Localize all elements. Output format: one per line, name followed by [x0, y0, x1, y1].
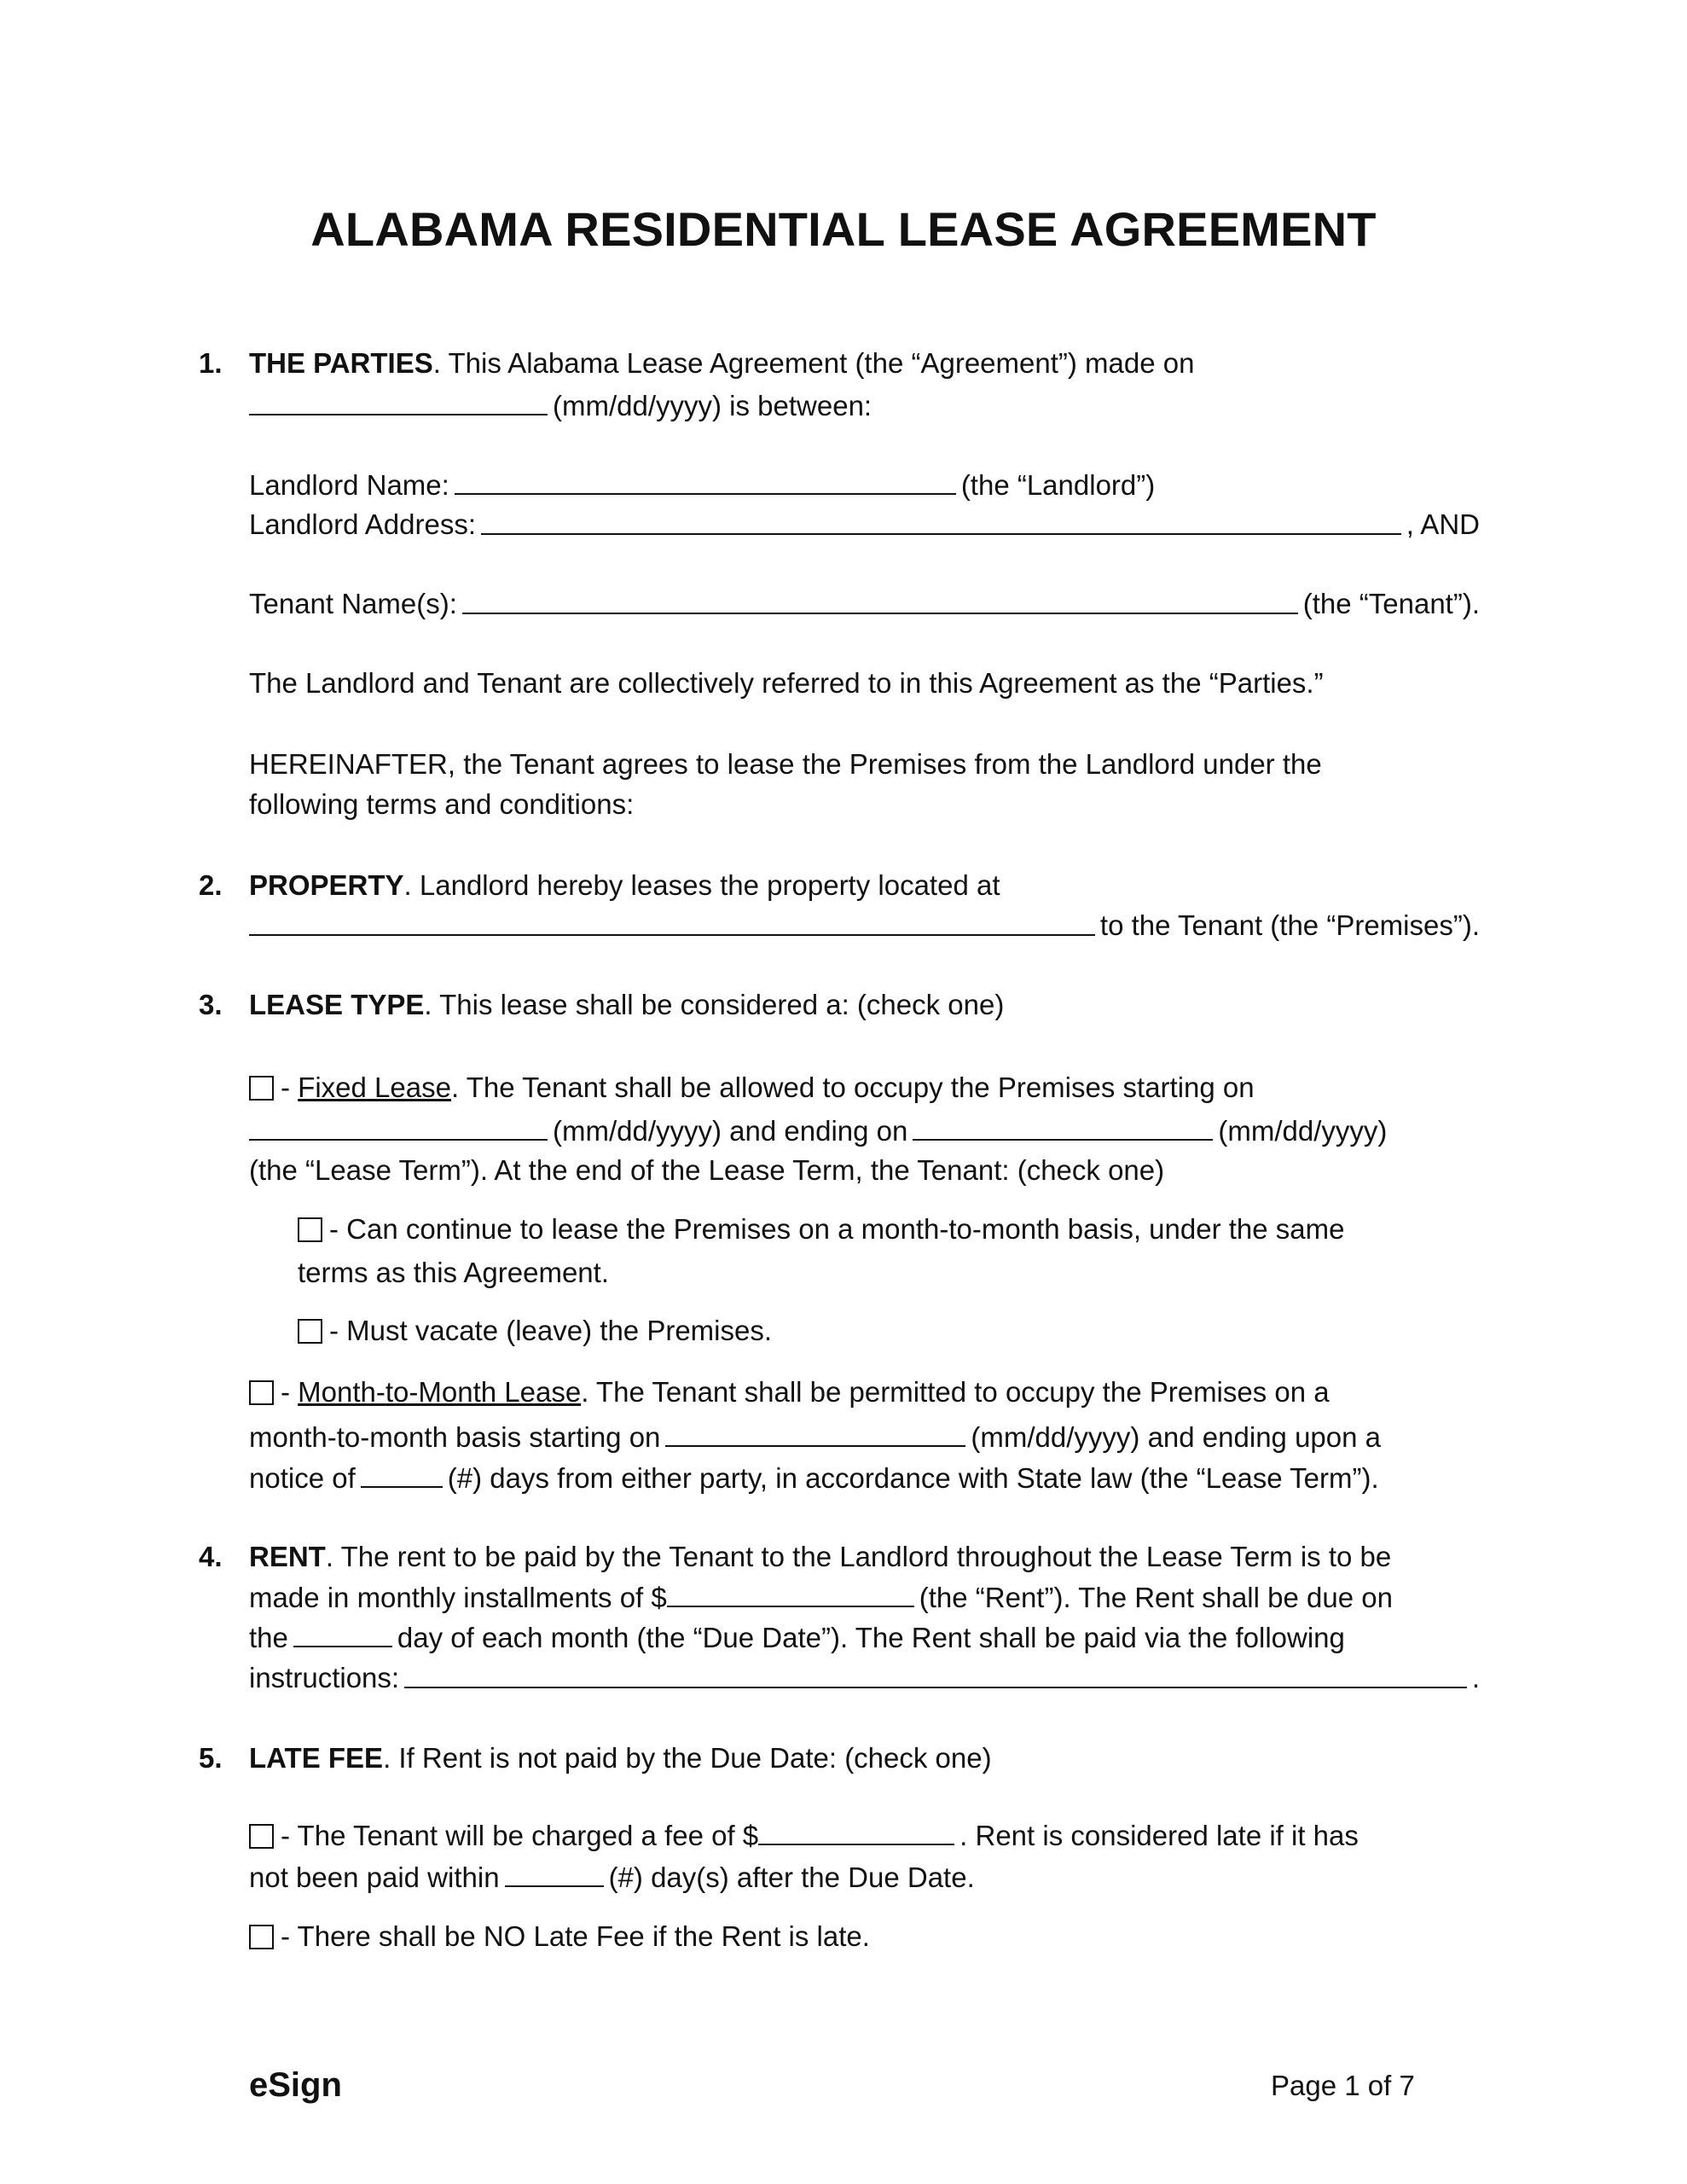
text: (the “Tenant”). [1302, 588, 1480, 619]
parties-text: The Landlord and Tenant are collectively referred to in this Agreement as the “Parties.” [249, 667, 1324, 699]
notice-days-field[interactable] [361, 1461, 443, 1488]
agreement-date-line [249, 388, 872, 422]
lease-term-text: (the “Lease Term”). At the end of the Lease Term, the Tenant: (check one) [249, 1154, 1165, 1186]
fixed-lease-dates-line [249, 1113, 1387, 1147]
text: , AND [1406, 508, 1480, 540]
section-number: 3. [199, 989, 223, 1020]
text: - [281, 1376, 299, 1408]
rent-amount-field[interactable] [667, 1580, 914, 1607]
text: (mm/dd/yyyy) and ending on [553, 1115, 908, 1147]
label: Tenant Name(s): [249, 588, 457, 619]
text: (#) days from either party, in accordance with State law (the “Lease Term”). [447, 1462, 1379, 1494]
fixed-lease-option [249, 1071, 1255, 1105]
text: . This lease shall be considered a: (check one) [424, 989, 1005, 1020]
landlord-name-line [249, 468, 1155, 502]
section-number: 4. [199, 1541, 223, 1572]
no-late-fee-checkbox[interactable] [249, 1925, 274, 1949]
section-4-intro [249, 1540, 1391, 1574]
section-5-intro [249, 1741, 992, 1775]
late-fee-checkbox[interactable] [249, 1824, 274, 1849]
text: (mm/dd/yyyy) and ending upon a [971, 1421, 1382, 1453]
option-label: Month-to-Month Lease [298, 1376, 582, 1408]
text: - Can continue to lease the Premises on a month-to-month basis, under the same [329, 1213, 1345, 1245]
landlord-address-line [249, 508, 1480, 542]
hereinafter-text-2: following terms and conditions: [249, 788, 635, 820]
rent-amount-line [249, 1580, 1393, 1614]
text: instructions: [249, 1662, 400, 1693]
fixed-lease-checkbox[interactable] [249, 1076, 274, 1101]
agreement-date-field[interactable] [249, 388, 548, 415]
month-to-month-checkbox[interactable] [249, 1380, 274, 1405]
due-day-line [249, 1620, 1345, 1654]
text: not been paid within [249, 1862, 500, 1893]
text: - The Tenant will be charged a fee of $ [281, 1820, 759, 1851]
section-2-intro [249, 868, 1000, 903]
payment-instructions-field[interactable] [404, 1661, 1467, 1688]
text: (mm/dd/yyyy) is between: [553, 390, 872, 421]
property-address-line [249, 909, 1480, 943]
tenant-name-field[interactable] [462, 587, 1298, 614]
text: (mm/dd/yyyy) [1218, 1115, 1388, 1147]
page-number: Page 1 of 7 [1271, 2070, 1415, 2101]
notice-line [249, 1461, 1379, 1495]
grace-period-line [249, 1860, 975, 1894]
month-to-month-option [249, 1375, 1330, 1409]
text: . The rent to be paid by the Tenant to the Landlord throughout the Lease Term is to be [325, 1541, 1392, 1572]
hereinafter-text: HEREINAFTER, the Tenant agrees to lease the Premises from the Landlord under the [249, 748, 1322, 780]
late-fee-option [249, 1818, 1359, 1852]
label: Landlord Address: [249, 508, 477, 540]
landlord-name-field[interactable] [455, 468, 956, 495]
option-label: Fixed Lease [298, 1072, 451, 1103]
text: . [1471, 1662, 1480, 1693]
text: (the “Rent”). The Rent shall be due on [919, 1582, 1393, 1613]
tenant-name-line [249, 587, 1480, 621]
month-to-month-start-line [249, 1420, 1381, 1454]
due-day-field[interactable] [293, 1620, 392, 1647]
section-heading: PROPERTY [249, 869, 404, 901]
grace-days-field[interactable] [505, 1860, 604, 1887]
text: . This Alabama Lease Agreement (the “Agreement”) made on [432, 347, 1195, 379]
lease-end-date-field[interactable] [913, 1113, 1213, 1141]
landlord-address-field[interactable] [481, 508, 1401, 535]
section-heading: LATE FEE [249, 1742, 384, 1774]
lease-start-date-field[interactable] [249, 1113, 548, 1141]
text: . If Rent is not paid by the Due Date: (check one) [383, 1742, 992, 1774]
no-late-fee-option [249, 1920, 870, 1954]
mtm-start-date-field[interactable] [665, 1420, 965, 1447]
text: . Rent is considered late if it has [959, 1820, 1359, 1851]
text: . The Tenant shall be allowed to occupy the Premises starting on [450, 1072, 1255, 1103]
text: to the Tenant (the “Premises”). [1099, 909, 1480, 941]
text: - Must vacate (leave) the Premises. [329, 1315, 773, 1346]
section-1-intro [249, 346, 1194, 380]
text: day of each month (the “Due Date”). The Rent shall be paid via the following [397, 1622, 1345, 1653]
property-address-field[interactable] [249, 909, 1095, 936]
payment-instructions-line [249, 1661, 1480, 1695]
text: - There shall be NO Late Fee if the Rent is late. [281, 1920, 870, 1952]
text: month-to-month basis starting on [249, 1421, 661, 1453]
label: Landlord Name: [249, 469, 449, 501]
month-to-month-continue-option [298, 1212, 1344, 1246]
must-vacate-option [298, 1314, 772, 1348]
section-number: 5. [199, 1742, 223, 1774]
section-heading: RENT [249, 1541, 326, 1572]
section-heading: LEASE TYPE [249, 989, 425, 1020]
text: - [281, 1072, 299, 1103]
text: (#) day(s) after the Due Date. [608, 1862, 975, 1893]
section-heading: THE PARTIES [249, 347, 433, 379]
continue-checkbox[interactable] [298, 1217, 322, 1242]
text: . The Tenant shall be permitted to occupy the Premises on a [581, 1376, 1330, 1408]
text: notice of [249, 1462, 356, 1494]
section-number: 1. [199, 347, 223, 379]
esign-logo: eSign [249, 2066, 342, 2104]
section-3-intro [249, 988, 1004, 1022]
late-fee-amount-field[interactable] [758, 1818, 954, 1845]
continue-text-2: terms as this Agreement. [298, 1257, 609, 1288]
text: (the “Landlord”) [960, 469, 1156, 501]
text: made in monthly installments of $ [249, 1582, 667, 1613]
document-title: ALABAMA RESIDENTIAL LEASE AGREEMENT [310, 202, 1377, 256]
vacate-checkbox[interactable] [298, 1319, 322, 1344]
text: the [249, 1622, 288, 1653]
section-number: 2. [199, 869, 223, 901]
text: . Landlord hereby leases the property located at [403, 869, 1000, 901]
